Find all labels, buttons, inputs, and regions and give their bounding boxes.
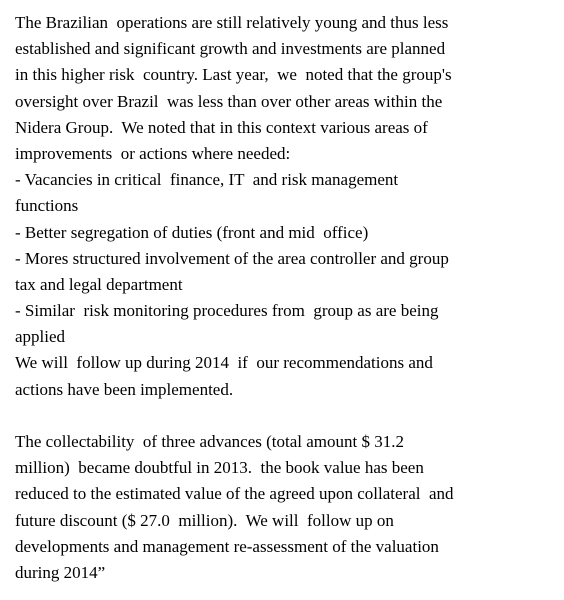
text-line: Nidera Group. We noted that in this context various areas of: [15, 117, 428, 137]
text-line: The Brazilian operations are still relatively young and thus less: [15, 13, 449, 32]
text-line: future discount ($ 27.0 million). We will follow up on: [15, 510, 394, 530]
text-line: million) became doubtful in 2013. the book value has been: [15, 458, 424, 478]
list-item: [15, 167, 555, 219]
text-line: developments and management re-assessment of the valuation: [15, 536, 439, 556]
text-line: actions have been implemented.: [15, 379, 234, 399]
text-line: tax and legal department: [15, 274, 183, 294]
text-line: - Vacancies in critical finance, IT and risk management: [15, 170, 399, 190]
text-line: - Mores structured involvement of the area controller and group: [15, 248, 449, 268]
text-line: applied: [15, 327, 66, 347]
list-item: [15, 246, 555, 298]
paragraph-spacer: [15, 403, 555, 429]
text-line: The collectability of three advances (total amount $ 31.2: [15, 432, 404, 451]
bullet-list: [15, 167, 555, 350]
text-line: - Similar risk monitoring procedures from group as are being: [15, 301, 439, 321]
text-line: during 2014”: [15, 562, 106, 582]
text-line: reduced to the estimated value of the agreed upon collateral and: [15, 484, 454, 504]
list-item: [15, 220, 555, 246]
document-body: [15, 10, 555, 586]
list-item: [15, 298, 555, 350]
text-line: oversight over Brazil was less than over other areas within the: [15, 91, 443, 111]
paragraph-follow-up: [15, 350, 555, 402]
text-line: in this higher risk country. Last year, we noted that the group's: [15, 65, 452, 85]
text-line: - Better segregation of duties (front and mid office): [15, 222, 369, 242]
paragraph-brazil-operations: [15, 10, 555, 167]
text-line: improvements or actions where needed:: [15, 143, 291, 163]
paragraph-collectability: [15, 429, 555, 586]
text-line: functions: [15, 196, 79, 216]
text-line: We will follow up during 2014 if our recommendations and: [15, 353, 433, 373]
text-line: established and significant growth and investments are planned: [15, 39, 446, 59]
